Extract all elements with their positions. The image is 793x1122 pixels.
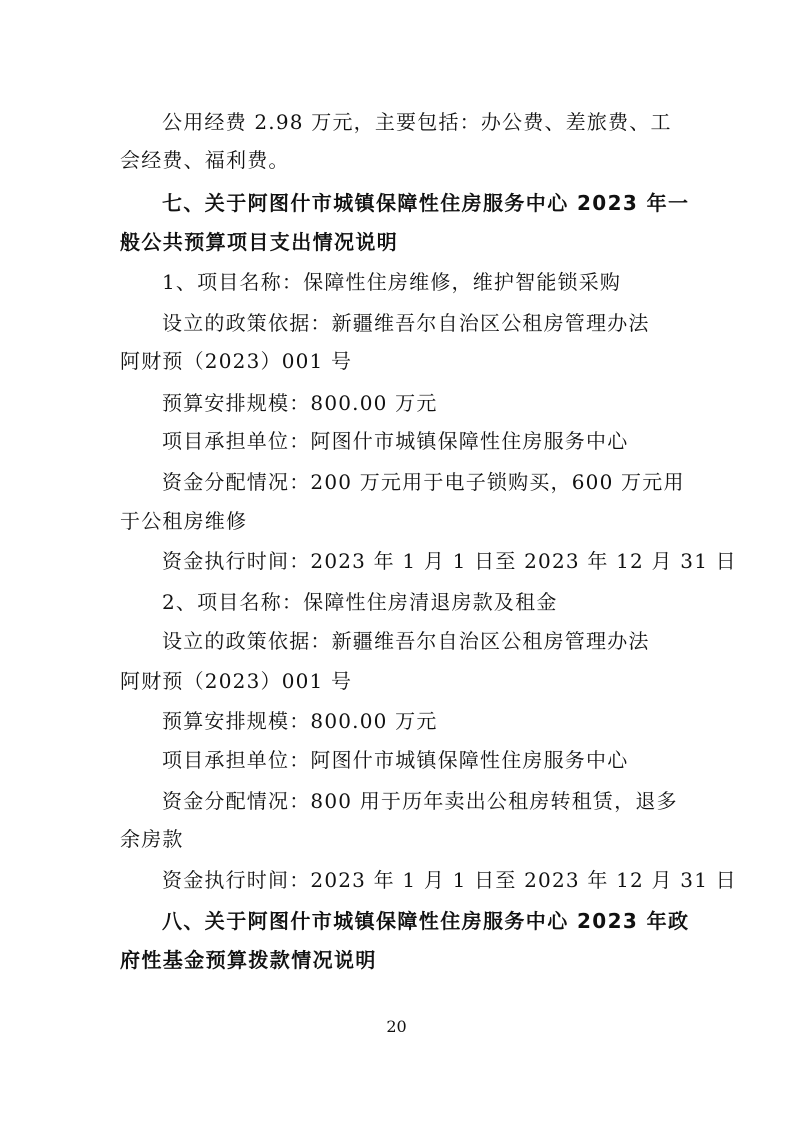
section-7-heading-line-2: 般公共预算项目支出情况说明 [120,230,399,254]
paragraph-public-funds-line-2: 会经费、福利费。 [120,148,290,172]
item-1-execution-time: 资金执行时间：2023 年 1 月 1 日至 2023 年 12 月 31 日 [162,549,737,573]
page-number: 20 [386,1017,407,1036]
item-1-fund-allocation-line-2: 于公租房维修 [120,509,248,533]
paragraph-public-funds-line-1: 公用经费 2.98 万元，主要包括：办公费、差旅费、工 [162,110,672,134]
section-8-heading-line-2: 府性基金预算拨款情况说明 [120,948,377,972]
item-2-execution-time: 资金执行时间：2023 年 1 月 1 日至 2023 年 12 月 31 日 [162,868,737,892]
section-8-heading-line-1: 八、关于阿图什市城镇保障性住房服务中心 2023 年政 [162,909,690,933]
item-2-policy-basis-line-1: 设立的政策依据：新疆维吾尔自治区公租房管理办法 [162,629,650,653]
item-1-policy-basis-line-1: 设立的政策依据：新疆维吾尔自治区公租房管理办法 [162,311,650,335]
item-1-responsible-unit: 项目承担单位：阿图什市城镇保障性住房服务中心 [162,429,629,453]
item-1-fund-allocation-line-1: 资金分配情况：200 万元用于电子锁购买，600 万元用 [162,470,685,494]
item-1-name: 1、项目名称：保障性住房维修，维护智能锁采购 [162,270,622,294]
item-1-policy-basis-line-2: 阿财预（2023）001 号 [120,349,353,373]
item-1-budget-scale: 预算安排规模：800.00 万元 [162,391,438,415]
item-2-responsible-unit: 项目承担单位：阿图什市城镇保障性住房服务中心 [162,748,629,772]
item-2-name: 2、项目名称：保障性住房清退房款及租金 [162,590,558,614]
item-2-budget-scale: 预算安排规模：800.00 万元 [162,709,438,733]
item-2-policy-basis-line-2: 阿财预（2023）001 号 [120,669,353,693]
section-7-heading-line-1: 七、关于阿图什市城镇保障性住房服务中心 2023 年一 [162,191,690,215]
item-2-fund-allocation-line-2: 余房款 [120,827,184,851]
item-2-fund-allocation-line-1: 资金分配情况：800 用于历年卖出公租房转租赁，退多 [162,789,678,813]
